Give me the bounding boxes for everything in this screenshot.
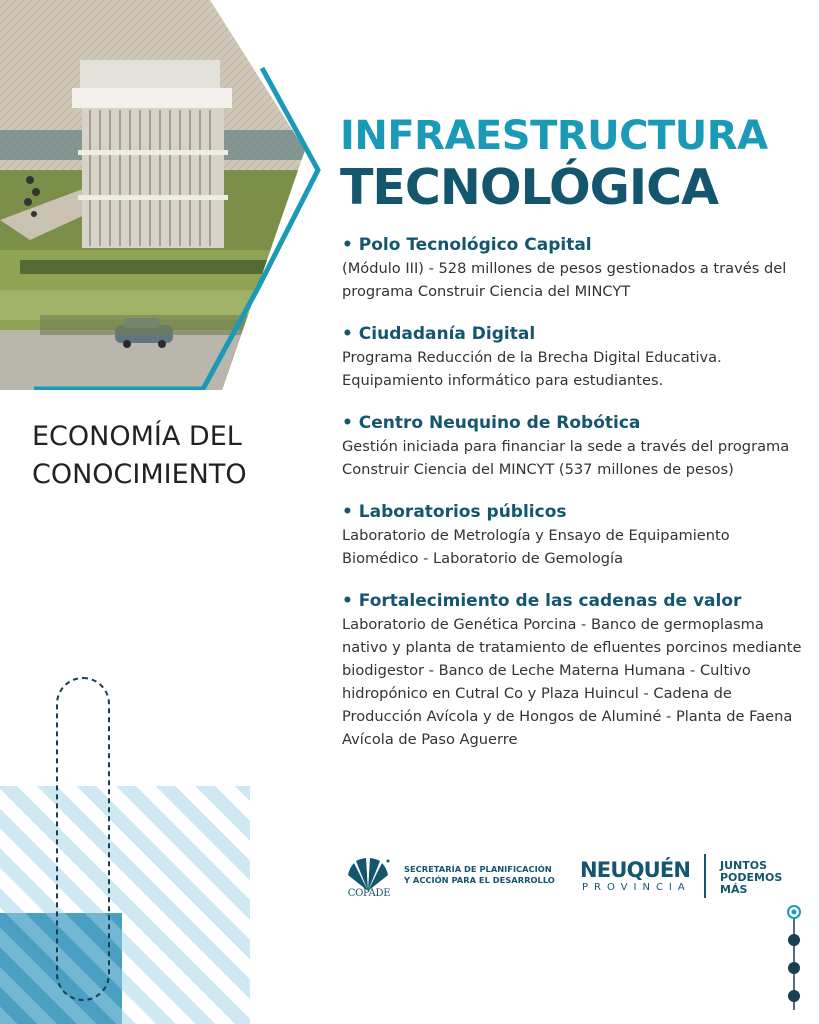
diagonal-stripes-decoration bbox=[0, 670, 260, 1024]
list-item bbox=[342, 589, 802, 751]
list-item bbox=[342, 500, 802, 570]
page-indicator-dots-icon bbox=[780, 900, 810, 1010]
section-label-line1: ECONOMÍA DEL bbox=[32, 421, 242, 452]
list-item bbox=[342, 233, 802, 303]
item-title: • Fortalecimiento de las cadenas de valor bbox=[342, 591, 742, 611]
neuquen-logo: NEUQUÉN bbox=[580, 858, 691, 882]
item-description: Laboratorio de Metrología y Ensayo de Equipamiento Biomédico - Laboratorio de Gemología bbox=[342, 527, 730, 567]
item-title: • Polo Tecnológico Capital bbox=[342, 235, 592, 255]
items-list bbox=[342, 233, 802, 770]
slogan: JUNTOS PODEMOS MÁS bbox=[720, 859, 783, 896]
item-title: • Centro Neuquino de Robótica bbox=[342, 413, 641, 433]
item-description: (Módulo III) - 528 millones de pesos gestionados a través del programa Construir Ciencia del MINCYT bbox=[342, 260, 787, 300]
footer-logos bbox=[342, 850, 812, 902]
headline-line2: TECNOLÓGICA bbox=[340, 159, 718, 216]
section-label bbox=[32, 418, 322, 494]
footer-divider bbox=[704, 854, 706, 898]
list-item bbox=[342, 322, 802, 392]
building-photo bbox=[0, 0, 330, 390]
provincia-label: PROVINCIA bbox=[582, 882, 691, 893]
item-title: • Laboratorios públicos bbox=[342, 502, 567, 522]
list-item bbox=[342, 411, 802, 481]
secretaria-text: SECRETARÍA DE PLANIFICACIÓN Y ACCIÓN PARA EL DESARROLLO bbox=[404, 864, 555, 885]
item-description: Programa Reducción de la Brecha Digital Educativa. Equipamiento informático para estudiantes. bbox=[342, 349, 722, 389]
headline bbox=[340, 112, 810, 216]
item-description: Gestión iniciada para financiar la sede a través del programa Construir Ciencia del MINCYT (537 millones de pesos) bbox=[342, 438, 790, 478]
item-description: Laboratorio de Genética Porcina - Banco de germoplasma nativo y planta de tratamiento de efluentes porcinos mediante biodigestor - Banco de Leche Materna Humana - Cultivo hidropónico en Cutral Co y Plaza Huincul - Cadena de Producción Avícola y de Hongos de Aluminé - Planta de Faena Avícola de Paso Aguerre bbox=[342, 616, 802, 748]
section-label-line2: CONOCIMIENTO bbox=[32, 459, 247, 490]
item-title: • Ciudadanía Digital bbox=[342, 324, 536, 344]
headline-line1: INFRAESTRUCTURA bbox=[340, 113, 768, 159]
copade-label: COPADE bbox=[347, 888, 391, 899]
